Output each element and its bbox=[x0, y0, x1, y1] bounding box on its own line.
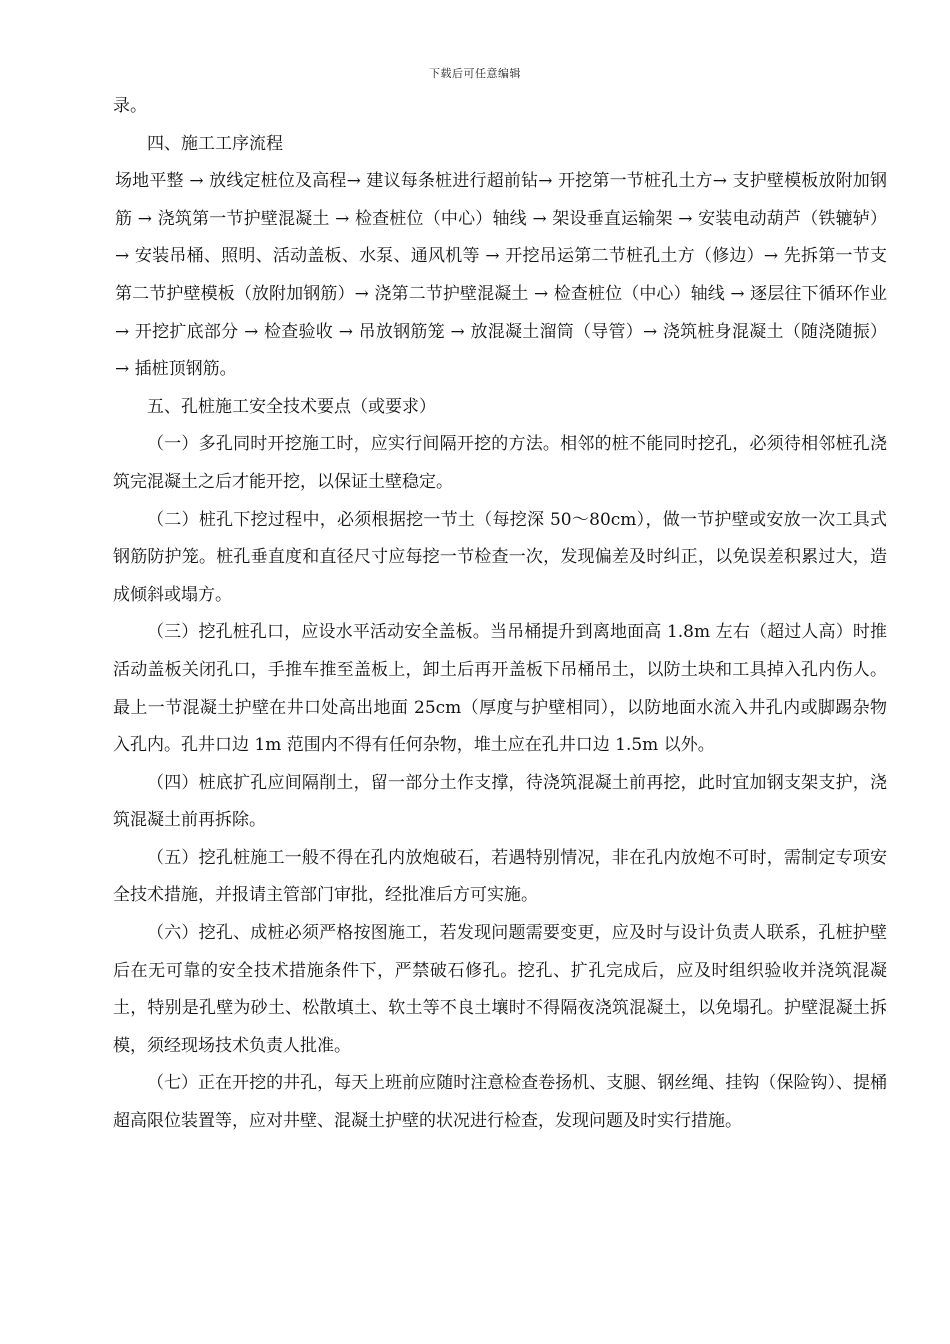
paragraph-item-2: （二）桩孔下挖过程中，必须根据挖一节土（每挖深 50～80cm），做一节护壁或安放一次工具式钢筋防护笼。桩孔垂直度和直径尺寸应每挖一节检查一次，发现偏差及时纠正，以免误差积累过大，造成倾斜或塌方。 bbox=[113, 509, 887, 605]
document-body bbox=[113, 88, 887, 1141]
paragraph-item-3: （三）挖孔桩孔口，应设水平活动安全盖板。当吊桶提升到离地面高 1.8m 左右（超过人高）时推活动盖板关闭孔口，手推车推至盖板上，卸土后再开盖板下吊桶吊土，以防土块和工具掉入孔内伤人。最上一节混凝土护壁在井口处高出地面 25cm（厚度与护壁相同），以防地面水流入井孔内或脚踢杂物入孔内。孔井口边 1m 范围内不得有任何杂物，堆土应在孔井口边 1.5m 以外。 bbox=[113, 622, 887, 756]
section-heading-safety: 五、孔桩施工安全技术要点（或要求） bbox=[147, 396, 436, 417]
paragraph-continuation: 录。 bbox=[113, 96, 147, 116]
paragraph-item-1: （一）多孔同时开挖施工时，应实行间隔开挖的方法。相邻的桩不能同时挖孔，必须待相邻桩孔浇筑完混凝土之后才能开挖，以保证土壁稳定。 bbox=[113, 434, 887, 492]
paragraph-item-4: （四）桩底扩孔应间隔削土，留一部分土作支撑，待浇筑混凝土前再挖，此时宜加钢支架支护，浇筑混凝土前再拆除。 bbox=[113, 772, 887, 831]
paragraph-item-6: （六）挖孔、成桩必须严格按图施工，若发现问题需要变更，应及时与设计负责人联系，孔桩护壁后在无可靠的安全技术措施条件下，严禁破石修孔。挖孔、扩孔完成后，应及时组织验收并浇筑混凝土，特别是孔壁为砂土、松散填土、软土等不良土壤时不得隔夜浇筑混凝土，以免塌孔。护壁混凝土拆模，须经现场技术负责人批准。 bbox=[113, 923, 887, 1056]
paragraph-item-5: （五）挖孔桩施工一般不得在孔内放炮破石，若遇特别情况，非在孔内放炮不可时，需制定专项安全技术措施，并报请主管部门审批，经批准后方可实施。 bbox=[113, 847, 887, 906]
page-header: 下载后可任意编辑 bbox=[429, 67, 521, 80]
paragraph-item-7: （七）正在开挖的井孔，每天上班前应随时注意检查卷扬机、支腿、钢丝绳、挂钩（保险钩）、提桶超高限位装置等，应对井壁、混凝土护壁的状况进行检查，发现问题及时实行措施。 bbox=[113, 1073, 887, 1132]
paragraph-process-flow: 场地平整 → 放线定桩位及高程→ 建议每条桩进行超前钻→ 开挖第一节桩孔土方→ 支护壁模板放附加钢筋 → 浇筑第一节护壁混凝土 → 检查桩位（中心）轴线 → 架设垂直运输架 → 安装电动葫芦（铁辘轳）→ 安装吊桶、照明、活动盖板、水泵、通风机等 → 开挖吊运第二节桩孔土方（修边）→ 先拆第一节支第二节护壁模板（放附加钢筋）→ 浇第二节护壁混凝土 → 检查桩位（中心）轴线 → 逐层往下循环作业 → 开挖扩底部分 → 检查验收 → 吊放钢筋笼 → 放混凝土溜筒（导管）→ 浇筑桩身混凝土（随浇随振）→ 插桩顶钢筋。 bbox=[115, 171, 887, 380]
section-heading-process: 四、施工工序流程 bbox=[147, 133, 283, 154]
